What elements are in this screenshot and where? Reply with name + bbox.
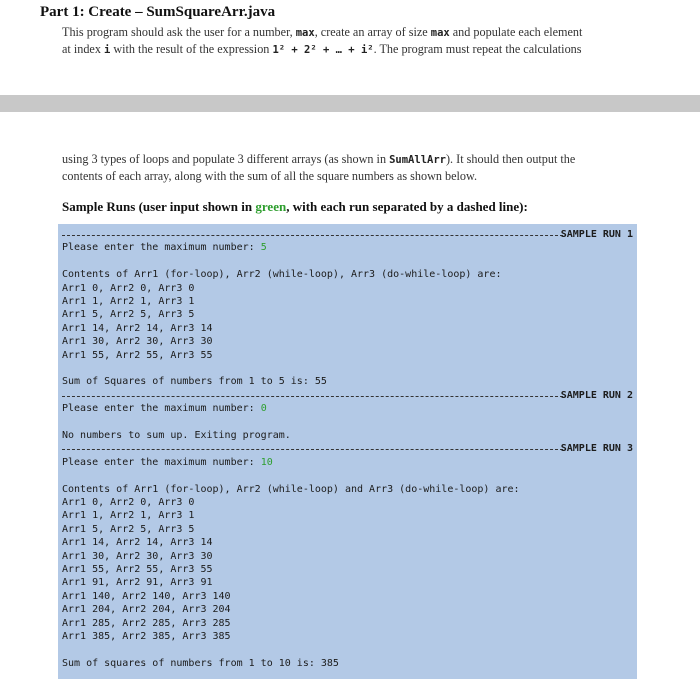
intro-text: with the result of the expression: [110, 42, 273, 56]
console-output: [58, 224, 637, 679]
prompt-line: [62, 402, 267, 415]
page-break-band: [0, 95, 700, 112]
output-line: Arr1 1, Arr2 1, Arr3 1: [62, 296, 195, 307]
intro-paragraph: [62, 24, 642, 58]
continuation-paragraph: [62, 151, 642, 184]
output-line: Arr1 385, Arr2 385, Arr3 385: [62, 631, 231, 642]
output-line: Arr1 30, Arr2 30, Arr3 30: [62, 550, 213, 562]
code-i: i: [103, 44, 111, 56]
output-line: Contents of Arr1 (for-loop), Arr2 (while-loop), Arr3 (do-while-loop) are:: [62, 269, 502, 281]
output-line: Arr1 14, Arr2 14, Arr3 14: [62, 322, 213, 334]
output-line: Arr1 1, Arr2 1, Arr3 1: [62, 510, 195, 522]
output-line: Arr1 5, Arr2 5, Arr3 5: [62, 523, 195, 535]
intro-text: at index: [62, 42, 104, 56]
prompt-line: [62, 241, 267, 254]
run-label: SAMPLE RUN 2: [560, 389, 633, 401]
output-line: No numbers to sum up. Exiting program.: [62, 430, 291, 441]
output-line: Sum of squares of numbers from 1 to 10 is: 385: [62, 657, 339, 669]
user-input: 10: [260, 456, 273, 468]
output-line: Arr1 0, Arr2 0, Arr3 0: [62, 282, 195, 294]
heading-prefix: Sample Runs (user input shown in: [62, 199, 256, 214]
heading-green-word: green: [255, 199, 287, 214]
output-line: Contents of Arr1 (for-loop), Arr2 (while-loop) and Arr3 (do-while-loop) are:: [62, 483, 520, 495]
user-input: 5: [260, 242, 267, 254]
run-separator: [62, 449, 563, 450]
user-input: 0: [260, 403, 267, 415]
run-separator: [62, 235, 563, 236]
output-line: Arr1 204, Arr2 204, Arr3 204: [62, 604, 231, 616]
heading-suffix: , with each run separated by a dashed line):: [286, 199, 528, 214]
run-label: SAMPLE RUN 1: [560, 229, 633, 240]
output-line: Arr1 14, Arr2 14, Arr3 14: [62, 537, 213, 549]
output-line: Arr1 55, Arr2 55, Arr3 55: [62, 349, 213, 361]
code-max: max: [295, 27, 315, 39]
continuation-text: ). It should then output the: [446, 152, 576, 166]
output-line: Arr1 55, Arr2 55, Arr3 55: [62, 564, 213, 575]
code-max: max: [430, 27, 450, 39]
code-sumallarr: SumAllArr: [389, 154, 446, 166]
intro-text: This program should ask the user for a number,: [62, 25, 296, 39]
run-separator: [62, 396, 563, 397]
output-line: Arr1 91, Arr2 91, Arr3 91: [62, 577, 213, 589]
continuation-text: using 3 types of loops and populate 3 different arrays (as shown in: [62, 152, 390, 166]
output-line: Arr1 0, Arr2 0, Arr3 0: [62, 497, 195, 508]
intro-text: . The program must repeat the calculations: [373, 42, 582, 56]
intro-text: , create an array of size: [314, 25, 431, 39]
prompt-text: Please enter the maximum number:: [62, 456, 261, 468]
prompt-text: Please enter the maximum number:: [62, 242, 261, 254]
output-line: Arr1 140, Arr2 140, Arr3 140: [62, 590, 231, 602]
output-line: Arr1 30, Arr2 30, Arr3 30: [62, 336, 213, 348]
sample-runs-heading: [62, 199, 528, 215]
continuation-text: contents of each array, along with the sum of all the square numbers as shown below.: [62, 169, 478, 183]
prompt-line: [62, 456, 273, 469]
run-label: SAMPLE RUN 3: [560, 443, 633, 455]
prompt-text: Please enter the maximum number:: [62, 403, 261, 415]
output-line: Sum of Squares of numbers from 1 to 5 is: 55: [62, 376, 327, 388]
output-line: Arr1 5, Arr2 5, Arr3 5: [62, 309, 195, 321]
code-expression: 1² + 2² + … + i²: [272, 44, 374, 56]
output-line: Arr1 285, Arr2 285, Arr3 285: [62, 617, 231, 629]
intro-text: and populate each element: [449, 25, 583, 39]
page-title: Part 1: Create – SumSquareArr.java: [40, 4, 276, 20]
